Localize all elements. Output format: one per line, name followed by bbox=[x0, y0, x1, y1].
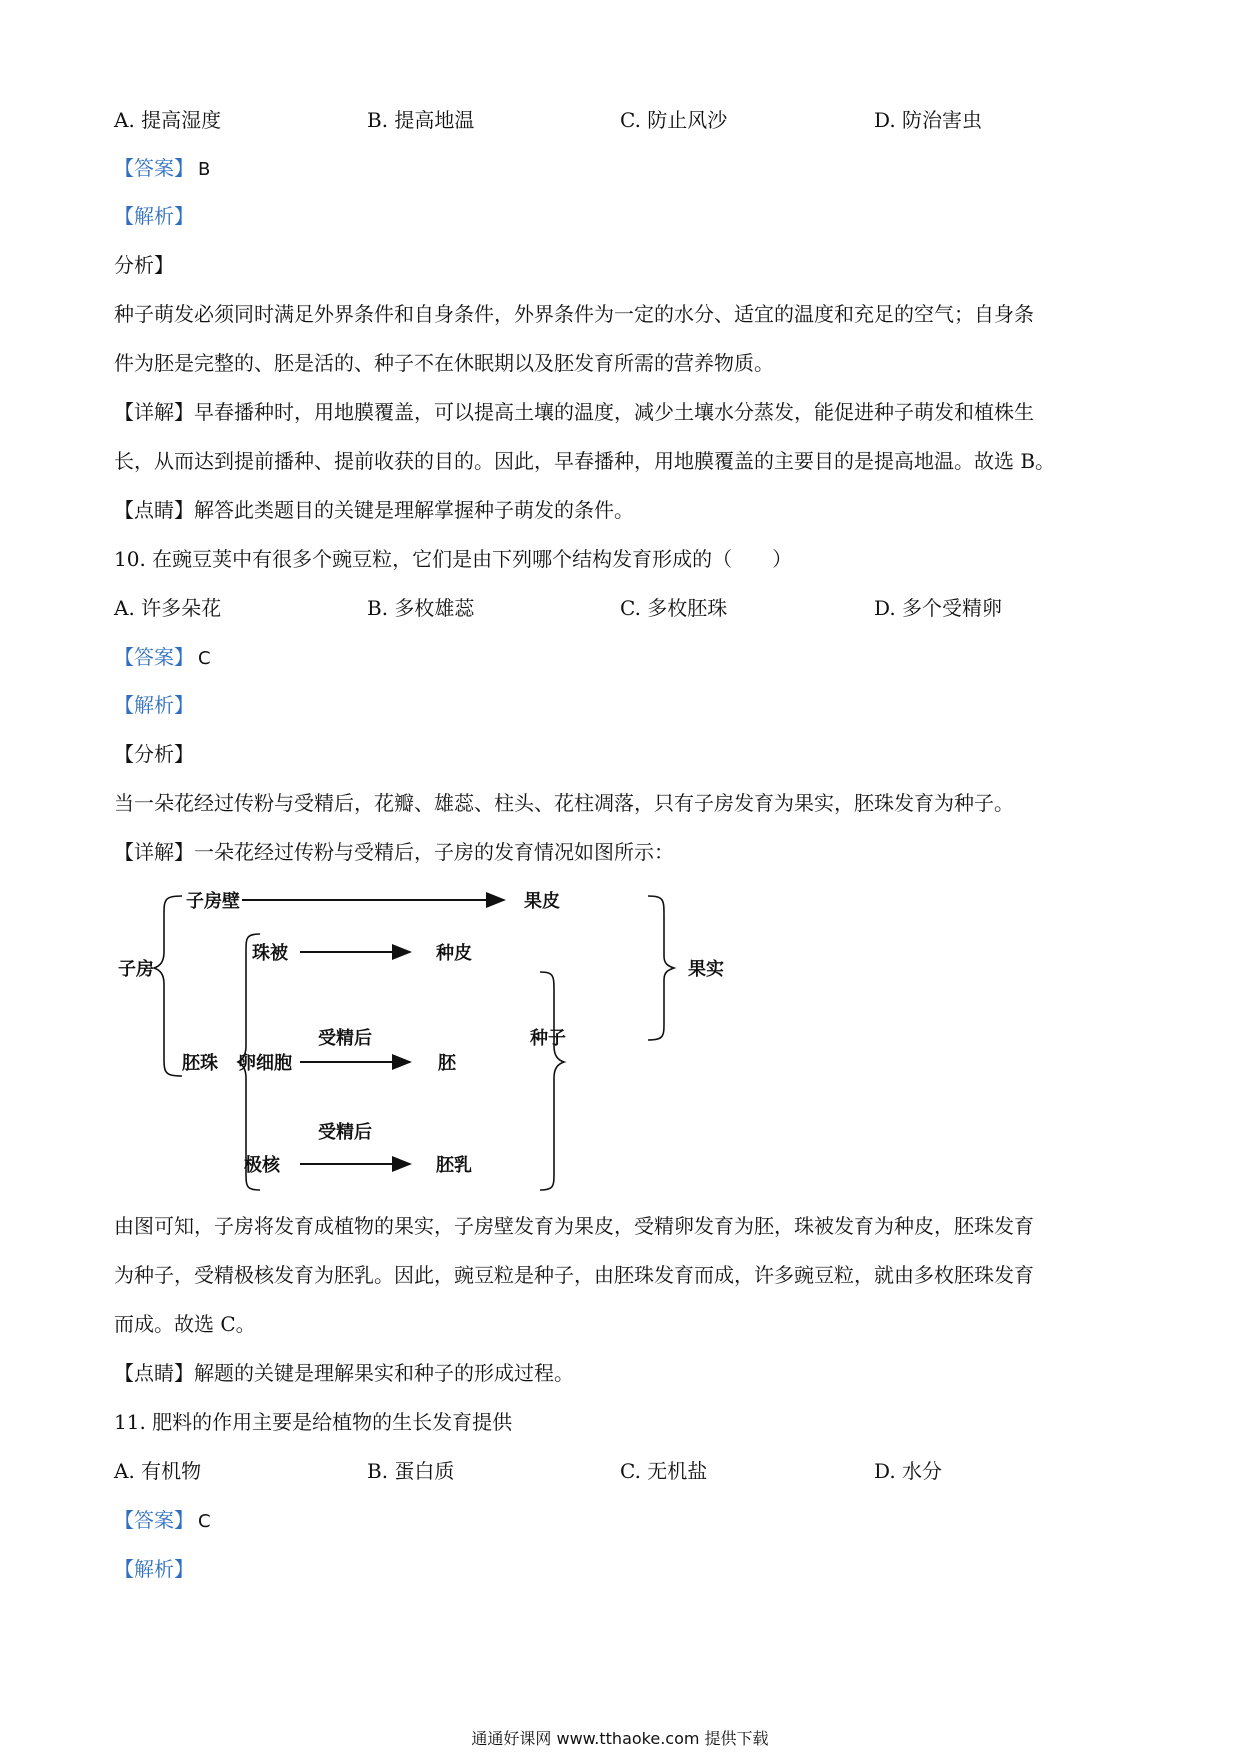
q11-option-c: C. 无机盐 bbox=[620, 1459, 708, 1483]
q10-xiangjie: 【详解】一朵花经过传粉与受精后，子房的发育情况如图所示： bbox=[114, 840, 674, 864]
q10-option-c: C. 多枚胚珠 bbox=[620, 596, 728, 620]
q9-options bbox=[114, 106, 1134, 134]
page-footer: 通通好课网 www.tthaoke.com 提供下载 bbox=[471, 1729, 769, 1748]
q9-jiexi-label: 【解析】 bbox=[114, 204, 194, 228]
q10-answer bbox=[114, 643, 211, 673]
seed-brace bbox=[540, 972, 564, 1190]
q10-jiexi-label: 【解析】 bbox=[114, 693, 194, 717]
label-endosperm: 胚乳 bbox=[436, 1155, 472, 1176]
q10-option-b: B. 多枚雄蕊 bbox=[367, 596, 475, 620]
q9-xiangjie-line-2: 长，从而达到提前播种、提前收获的目的。因此，早春播种，用地膜覆盖的主要目的是提高地温。故选 B。 bbox=[114, 449, 1056, 473]
answer-label: 【答案】 bbox=[114, 156, 194, 180]
label-polar-nuclei: 极核 bbox=[244, 1155, 280, 1176]
label-ovule: 胚珠 bbox=[182, 1053, 218, 1074]
q10-after-line-2: 为种子，受精极核发育为胚乳。因此，豌豆粒是种子，由胚珠发育而成，许多豌豆粒，就由多枚胚珠发育 bbox=[114, 1263, 1034, 1287]
q10-dianjing: 【点睛】解题的关键是理解果实和种子的形成过程。 bbox=[114, 1361, 574, 1385]
ovary-development-diagram bbox=[114, 876, 754, 1196]
label-seed: 种子 bbox=[530, 1028, 566, 1049]
q11-option-b: B. 蛋白质 bbox=[367, 1459, 455, 1483]
q9-option-b: B. 提高地温 bbox=[367, 108, 475, 132]
label-embryo: 胚 bbox=[438, 1053, 456, 1074]
fruit-brace bbox=[648, 896, 674, 1040]
answer-value: C bbox=[198, 1511, 211, 1532]
q11-jiexi-label: 【解析】 bbox=[114, 1557, 194, 1581]
label-ovary: 子房 bbox=[118, 959, 154, 980]
q10-after-line-3: 而成。故选 C。 bbox=[114, 1312, 256, 1336]
label-pericarp: 果皮 bbox=[524, 891, 560, 912]
label-egg-cell: 卵细胞 bbox=[238, 1053, 292, 1074]
q10-question: 10. 在豌豆荚中有很多个豌豆粒，它们是由下列哪个结构发育形成的（ ） bbox=[114, 547, 793, 571]
label-seed-coat: 种皮 bbox=[436, 943, 472, 964]
label-integument: 珠被 bbox=[252, 943, 288, 964]
q9-option-a: A. 提高湿度 bbox=[114, 108, 222, 132]
q10-fenxi-label: 【分析】 bbox=[114, 742, 194, 766]
q10-options bbox=[114, 594, 1134, 622]
answer-value: C bbox=[198, 648, 211, 669]
answer-label: 【答案】 bbox=[114, 1508, 194, 1532]
q9-answer bbox=[114, 154, 210, 184]
label-fruit: 果实 bbox=[688, 959, 724, 980]
q11-answer bbox=[114, 1506, 211, 1536]
q11-option-d: D. 水分 bbox=[874, 1459, 943, 1483]
answer-value: B bbox=[198, 159, 211, 180]
q9-option-d: D. 防治害虫 bbox=[874, 108, 983, 132]
answer-label: 【答案】 bbox=[114, 645, 194, 669]
ovary-brace bbox=[154, 896, 182, 1076]
label-after-fertilization-2: 受精后 bbox=[318, 1122, 372, 1143]
q10-fenxi-text: 当一朵花经过传粉与受精后，花瓣、雄蕊、柱头、花柱凋落，只有子房发育为果实，胚珠发育为种子。 bbox=[114, 791, 1014, 815]
q11-options bbox=[114, 1457, 1134, 1485]
q9-dianjing: 【点睛】解答此类题目的关键是理解掌握种子萌发的条件。 bbox=[114, 498, 634, 522]
q10-option-a: A. 许多朵花 bbox=[114, 596, 222, 620]
label-after-fertilization-1: 受精后 bbox=[318, 1028, 372, 1049]
q11-question: 11. 肥料的作用主要是给植物的生长发育提供 bbox=[114, 1410, 513, 1434]
q10-option-d: D. 多个受精卵 bbox=[874, 596, 1003, 620]
q9-fenxi-line-2: 件为胚是完整的、胚是活的、种子不在休眠期以及胚发育所需的营养物质。 bbox=[114, 351, 774, 375]
q9-xiangjie-line-1: 【详解】早春播种时，用地膜覆盖，可以提高土壤的温度，减少土壤水分蒸发，能促进种子萌发和植株生 bbox=[114, 400, 1034, 424]
label-ovary-wall: 子房壁 bbox=[186, 891, 240, 912]
q11-option-a: A. 有机物 bbox=[114, 1459, 202, 1483]
q10-after-line-1: 由图可知，子房将发育成植物的果实，子房壁发育为果皮，受精卵发育为胚，珠被发育为种皮，胚珠发育 bbox=[114, 1214, 1034, 1238]
q9-fenxi-label: 分析】 bbox=[114, 253, 174, 277]
q9-fenxi-line-1: 种子萌发必须同时满足外界条件和自身条件，外界条件为一定的水分、适宜的温度和充足的空气；自身条 bbox=[114, 302, 1034, 326]
q9-option-c: C. 防止风沙 bbox=[620, 108, 728, 132]
